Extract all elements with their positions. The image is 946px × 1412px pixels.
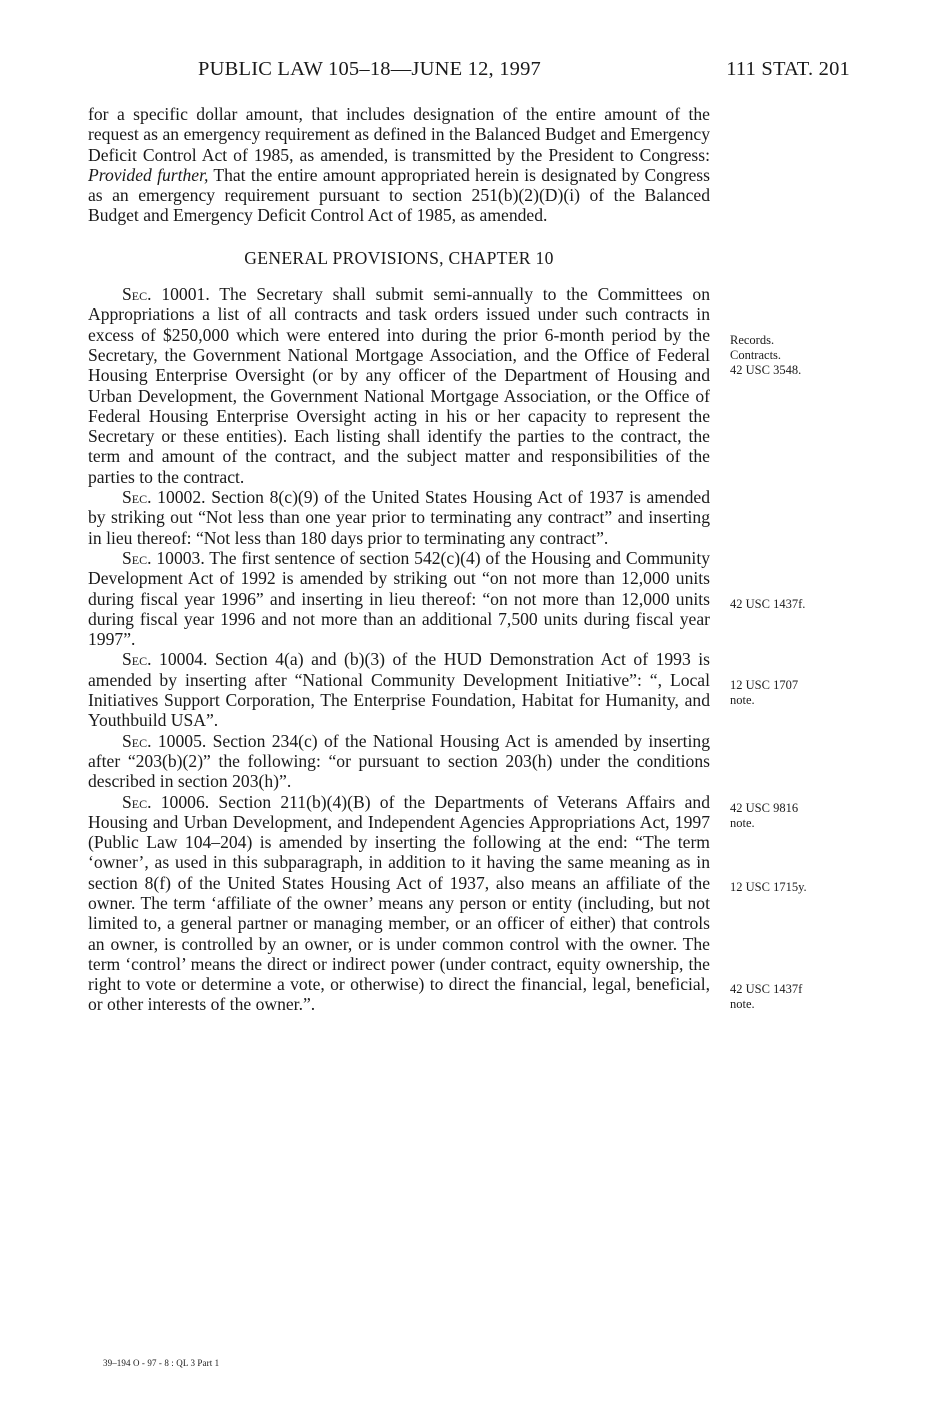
section-text: Section 8(c)(9) of the United States Housing Act of 1937 is amended by striking out “Not less than one year prior to terminating any contract” and inserting in lieu thereof: “Not less than 180 days prior to terminating any contract”.: [88, 487, 711, 548]
margin-note-line: note.: [730, 693, 755, 707]
section-10003: [88, 548, 710, 649]
margin-note-line: note.: [730, 997, 755, 1011]
intro-paragraph: [88, 104, 710, 226]
margin-note-line: Records.: [730, 333, 775, 347]
header-stat-citation: 111 STAT. 201: [726, 58, 850, 80]
margin-note-42-usc-1437f: [730, 597, 850, 612]
section-label: Sec.: [122, 730, 152, 751]
section-text: The Secretary shall submit semi-annually to the Committees on Appropriations a list of all contracts and task orders issued under such contracts in excess of $250,000 which were entered into during the prior 6-month period by the Secretary, the Government National Mortgage Association, and the Office of Federal Housing Enterprise Oversight (or by any officer of the Department of Housing and Urban Development, the Government National Mortgage Association, or the Office of Federal Housing Enterprise Oversight acting in his or her capacity to represent the Secretary or these entities). Each listing shall identify the parties to the contract, the term and amount of the contract, and the subject matter and responsibilities of the parties to the contract.: [88, 284, 710, 487]
margin-note-line: Contracts.: [730, 348, 782, 362]
section-label: Sec.: [122, 284, 152, 305]
intro-text-start: for a specific dollar amount, that includes designation of the entire amount of the request as an emergency requirement as defined in the Balanced Budget and Emergency Deficit Control Act of 1985, as amended, is transmitted by the President to Congress:: [88, 104, 710, 165]
margin-note-line: 12 USC 1715y.: [730, 880, 807, 894]
body-text: [88, 104, 710, 1015]
page-header: [88, 58, 850, 86]
section-10006: [88, 792, 710, 1015]
section-label: Sec.: [122, 791, 152, 812]
section-number: 10003.: [151, 547, 205, 568]
section-text: The first sentence of section 542(c)(4) of the Housing and Community Development Act of 1992 is amended by striking out “on not more than 12,000 units during fiscal year 1996” and inserting in lieu thereof: “on not more than 12,000 units during fiscal year 1996 and not more than an additional 7,500 units during fiscal year 1997”.: [88, 547, 710, 650]
chapter-title: GENERAL PROVISIONS, CHAPTER 10: [244, 247, 554, 268]
intro-proviso: Provided further,: [88, 164, 209, 185]
section-10001: [88, 284, 710, 487]
margin-note-records: [730, 333, 850, 378]
section-text: Section 4(a) and (b)(3) of the HUD Demonstration Act of 1993 is amended by inserting after “National Community Development Initiative”: “, Local Initiatives Support Corporation, The Enterprise Foundation, Habitat for Humanity, and Youthbuild USA”.: [88, 649, 711, 731]
section-label: Sec.: [122, 487, 152, 508]
margin-note-line: 42 USC 3548.: [730, 363, 802, 377]
page-footer: 39–194 O - 97 - 8 : QL 3 Part 1: [103, 1358, 220, 1368]
section-number: 10001.: [151, 284, 210, 305]
section-label: Sec.: [122, 547, 152, 568]
margin-note-42-usc-1437f-note: [730, 982, 850, 1012]
margin-note-12-usc-1715y: [730, 880, 850, 895]
margin-note-line: note.: [730, 816, 755, 830]
section-10005: [88, 731, 710, 792]
margin-note-12-usc-1707: [730, 678, 850, 708]
section-10004: [88, 649, 710, 730]
margin-note-42-usc-9816: [730, 801, 850, 831]
margin-note-line: 42 USC 1437f.: [730, 597, 806, 611]
margin-note-line: 12 USC 1707: [730, 678, 799, 692]
section-10002: [88, 487, 710, 548]
section-label: Sec.: [122, 649, 152, 670]
margin-note-line: 42 USC 9816: [730, 801, 799, 815]
section-number: 10006.: [151, 791, 210, 812]
intro-text-end: That the entire amount appropriated herein is designated by Congress as an emergency requirement pursuant to section 251(b)(2)(D)(i) of the Balanced Budget and Emergency Deficit Control Act of 1985, as amended.: [88, 164, 710, 226]
header-title: PUBLIC LAW 105–18—JUNE 12, 1997: [198, 58, 541, 80]
section-text: Section 211(b)(4)(B) of the Departments of Veterans Affairs and Housing and Urban Development, and Independent Agencies Appropriations Act, 1997 (Public Law 104–204) is amended by inserting the following at the end: “The term ‘owner’, as used in this subparagraph, in addition to it having the same meaning as in section 8(f) of the United States Housing Act of 1937, also means an affiliate of the owner. The term ‘affiliate of the owner’ means any person or entity (including, but not limited to, a general partner or managing member, or an officer of either) that controls an owner, is controlled by an owner, or is under common control with the owner. The term ‘control’ means the direct or indirect power (under contract, equity ownership, the right to vote or determine a vote, or otherwise) to direct the financial, legal, beneficial, or other interests of the owner.”.: [88, 791, 710, 1015]
section-number: 10005.: [151, 730, 207, 751]
section-text: Section 234(c) of the National Housing Act is amended by inserting after “203(b)(2)” the following: “or pursuant to section 203(h) under the conditions described in section 203(h)”.: [88, 730, 710, 792]
section-number: 10004.: [151, 649, 208, 670]
margin-note-line: 42 USC 1437f: [730, 982, 803, 996]
section-number: 10002.: [151, 487, 206, 508]
